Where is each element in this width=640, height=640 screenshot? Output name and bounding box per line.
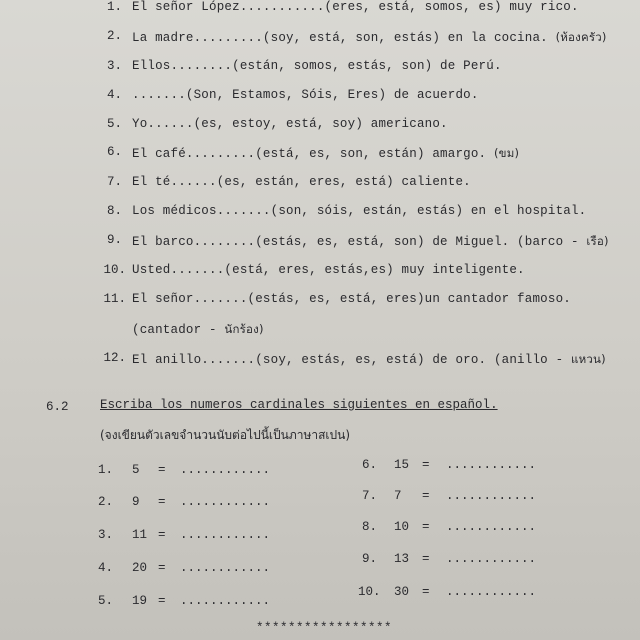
item-text <box>132 233 609 251</box>
item-text <box>132 145 519 163</box>
footer-divider: ***************** <box>256 621 393 635</box>
item-text-body: Los médicos.......(son, sóis, están, estás) en el hospital. <box>132 204 587 218</box>
item-text-body: (cantador - <box>132 323 217 337</box>
number-row <box>98 561 270 575</box>
item-text <box>132 29 607 47</box>
row-index: 6. <box>362 458 378 472</box>
answer-blank[interactable]: ............ <box>446 520 537 534</box>
item-number: 10. <box>103 263 126 277</box>
item-text-body: El café.........(está, es, son, están) amargo. <box>132 147 487 161</box>
section-number: 6.2 <box>46 400 69 414</box>
item-number: 2. <box>106 29 122 43</box>
item-thai-note: แหวน) <box>570 352 606 366</box>
answer-blank[interactable]: ............ <box>180 495 271 509</box>
row-value: 11 <box>132 528 148 542</box>
item-text <box>132 0 579 14</box>
section-title: Escriba los numeros cardinales siguientes en español. <box>100 398 498 412</box>
row-equals: = <box>422 552 430 566</box>
item-text-body: Yo......(es, estoy, está, soy) americano. <box>132 117 448 131</box>
number-row <box>362 520 536 534</box>
row-equals: = <box>158 495 166 509</box>
item-text-body: .......(Son, Estamos, Sóis, Eres) de acuerdo. <box>132 88 479 102</box>
item-number: 12. <box>103 351 126 365</box>
row-index: 9. <box>362 552 378 566</box>
number-row <box>362 458 536 472</box>
item-text <box>132 321 264 339</box>
item-text <box>132 204 586 218</box>
row-value: 15 <box>394 458 410 472</box>
answer-blank[interactable]: ............ <box>446 552 537 566</box>
item-text <box>132 292 571 306</box>
item-number: 4. <box>106 88 122 102</box>
answer-blank[interactable]: ............ <box>446 489 537 503</box>
item-text-body: El barco........(estás, es, está, son) de Miguel. (barco - <box>132 235 579 249</box>
row-index: 2. <box>98 495 114 509</box>
row-index: 5. <box>98 594 114 608</box>
row-index: 10. <box>358 585 381 599</box>
item-number: 6. <box>106 145 122 159</box>
item-text-body: La madre.........(soy, está, son, estás) en la cocina. <box>132 31 548 45</box>
item-text-body: El té......(es, están, eres, está) caliente. <box>132 175 471 189</box>
row-equals: = <box>422 489 430 503</box>
item-number: 7. <box>106 175 122 189</box>
number-row <box>362 489 536 503</box>
item-text <box>132 351 606 369</box>
item-text <box>132 117 448 131</box>
row-index: 1. <box>98 463 114 477</box>
row-equals: = <box>158 528 166 542</box>
row-value: 19 <box>132 594 148 608</box>
item-number: 9. <box>106 233 122 247</box>
item-text <box>132 175 471 189</box>
row-value: 20 <box>132 561 148 575</box>
row-index: 4. <box>98 561 114 575</box>
number-row <box>98 594 270 608</box>
row-equals: = <box>158 561 166 575</box>
answer-blank[interactable]: ............ <box>180 528 271 542</box>
row-equals: = <box>158 594 166 608</box>
row-value: 30 <box>394 585 410 599</box>
row-value: 9 <box>132 495 140 509</box>
item-text-body: El señor López...........(eres, está, somos, es) muy rico. <box>132 0 579 14</box>
item-thai-note: (ขม) <box>493 146 520 160</box>
answer-blank[interactable]: ............ <box>446 458 537 472</box>
item-thai-note: นักร้อง) <box>224 322 264 336</box>
item-text-body: Usted.......(está, eres, estás,es) muy inteligente. <box>132 263 525 277</box>
row-equals: = <box>422 458 430 472</box>
row-value: 10 <box>394 520 410 534</box>
item-number: 3. <box>106 59 122 73</box>
row-value: 13 <box>394 552 410 566</box>
answer-blank[interactable]: ............ <box>180 594 271 608</box>
row-equals: = <box>422 520 430 534</box>
row-index: 7. <box>362 489 378 503</box>
item-thai-note: (ห้องครัว) <box>555 30 607 44</box>
item-text <box>132 59 502 73</box>
item-text <box>132 88 479 102</box>
item-thai-note: เรือ) <box>586 234 609 248</box>
row-index: 3. <box>98 528 114 542</box>
number-row <box>98 528 270 542</box>
row-value: 5 <box>132 463 140 477</box>
item-number: 1. <box>106 0 122 14</box>
number-row <box>98 495 270 509</box>
answer-blank[interactable]: ............ <box>180 463 271 477</box>
row-equals: = <box>158 463 166 477</box>
number-row <box>362 552 536 566</box>
item-text <box>132 263 525 277</box>
item-number: 8. <box>106 204 122 218</box>
number-row <box>98 463 270 477</box>
row-equals: = <box>422 585 430 599</box>
item-number: 11. <box>103 292 126 306</box>
item-text-body: Ellos........(están, somos, estás, son) de Perú. <box>132 59 502 73</box>
item-text-body: El anillo.......(soy, estás, es, está) de oro. (anillo - <box>132 353 564 367</box>
section-subtitle: (จงเขียนตัวเลขจำนวนนับต่อไปนี้เป็นภาษาสเปน) <box>100 428 351 442</box>
item-text-body: El señor.......(estás, es, está, eres)un cantador famoso. <box>132 292 571 306</box>
number-row <box>358 585 536 599</box>
item-number: 5. <box>106 117 122 131</box>
row-index: 8. <box>362 520 378 534</box>
row-value: 7 <box>394 489 402 503</box>
answer-blank[interactable]: ............ <box>180 561 271 575</box>
answer-blank[interactable]: ............ <box>446 585 537 599</box>
